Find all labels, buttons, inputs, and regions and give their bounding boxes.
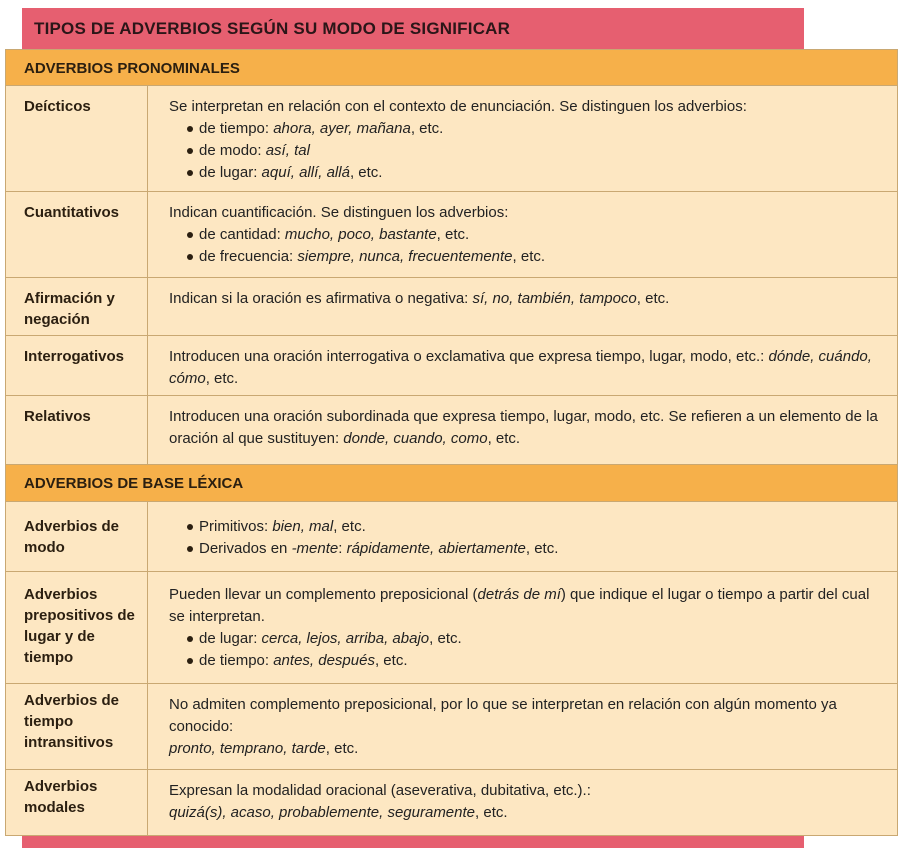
bottom-banner (22, 836, 804, 848)
list-item: Primitivos: bien, mal, etc. (187, 516, 881, 538)
row-text: Expresan la modalidad oracional (aseverativa, dubitativa, etc.).: (169, 782, 591, 799)
list-item: de frecuencia: siempre, nunca, frecuentemente, etc. (187, 246, 881, 268)
list-item: de lugar: aquí, allí, allá, etc. (187, 162, 881, 184)
table-row-tiempo-intransitivos (6, 684, 897, 770)
row-label: Afirmación y negación (6, 278, 148, 335)
row-examples: pronto, temprano, tarde, etc. (169, 740, 359, 757)
row-label: Cuantitativos (6, 192, 148, 277)
bullet-list (169, 118, 881, 184)
row-label: Adverbios prepositivos de lugar y de tiempo (6, 572, 148, 683)
row-text: Introducen una oración interrogativa o exclamativa que expresa tiempo, lugar, modo, etc.: dónde, cuándo, cómo, etc. (169, 348, 872, 387)
row-content (149, 86, 897, 191)
table-row-cuantitativos (6, 192, 897, 278)
section-heading: ADVERBIOS PRONOMINALES (24, 60, 240, 77)
table-row-deicticos (6, 86, 897, 192)
bullet-list (169, 224, 881, 268)
list-item: de modo: así, tal (187, 140, 881, 162)
list-item: de tiempo: ahora, ayer, mañana, etc. (187, 118, 881, 140)
row-content (149, 192, 897, 277)
list-item: de tiempo: antes, después, etc. (187, 650, 881, 672)
table-row-prepositivos (6, 572, 897, 684)
section-heading: ADVERBIOS DE BASE LÉXICA (24, 475, 244, 492)
row-label: Adverbios de modo (6, 502, 148, 571)
section-header-base-lexica (6, 464, 897, 502)
table-row-relativos (6, 396, 897, 464)
row-intro: Pueden llevar un complemento preposicional (detrás de mí) que indique el lugar o tiempo a partir del cual se interpretan. (169, 586, 870, 625)
row-text: Introducen una oración subordinada que expresa tiempo, lugar, modo, etc. Se refieren a un elemento de la oración al que sustituyen: donde, cuando, como, etc. (169, 408, 878, 447)
row-text: No admiten complemento preposicional, por lo que se interpretan en relación con algún momento ya conocido: (169, 696, 837, 735)
table-row-interrogativos (6, 336, 897, 396)
page-title: TIPOS DE ADVERBIOS SEGÚN SU MODO DE SIGNIFICAR (34, 19, 511, 38)
row-label: Relativos (6, 396, 148, 464)
list-item: de cantidad: mucho, poco, bastante, etc. (187, 224, 881, 246)
row-label: Deícticos (6, 86, 148, 191)
title-banner (22, 8, 804, 49)
table-row-afirmacion-negacion (6, 278, 897, 336)
list-item: de lugar: cerca, lejos, arriba, abajo, etc. (187, 628, 881, 650)
table-row-modo (6, 502, 897, 572)
row-intro: Indican cuantificación. Se distinguen los adverbios: (169, 204, 509, 221)
row-label: Adverbios modales (6, 770, 148, 835)
adverbs-table (5, 49, 898, 836)
row-content (149, 502, 897, 571)
list-item: Derivados en -mente: rápidamente, abiertamente, etc. (187, 538, 881, 560)
section-header-pronominales (6, 50, 897, 86)
row-text: Indican si la oración es afirmativa o negativa: sí, no, también, tampoco, etc. (169, 290, 670, 307)
table-row-modales (6, 770, 897, 835)
bullet-list (169, 628, 881, 672)
row-examples: quizá(s), acaso, probablemente, seguramente, etc. (169, 804, 508, 821)
bullet-list (169, 516, 881, 560)
row-content (149, 770, 897, 835)
row-content (149, 396, 897, 464)
row-intro: Se interpretan en relación con el contexto de enunciación. Se distinguen los adverbios: (169, 98, 747, 115)
row-content (149, 336, 897, 395)
row-label: Adverbios de tiempo intransitivos (6, 684, 148, 769)
row-content (149, 278, 897, 335)
row-content (149, 572, 897, 683)
row-content (149, 684, 897, 769)
row-label: Interrogativos (6, 336, 148, 395)
